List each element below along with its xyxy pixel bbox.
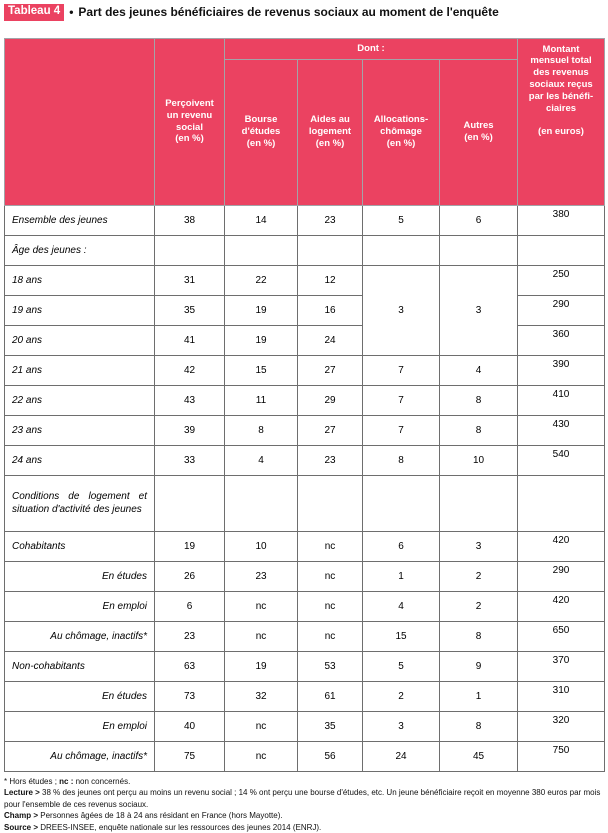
- value-cell: 53: [298, 651, 363, 681]
- row-cohabitants-etudes: [5, 561, 605, 591]
- value-cell: nc: [298, 531, 363, 561]
- value-cell: 73: [155, 681, 225, 711]
- value-cell: nc: [225, 741, 298, 771]
- row-label: Ensemble des jeunes: [5, 205, 155, 235]
- value-cell: 2: [440, 591, 518, 621]
- value-cell: 22: [225, 265, 298, 295]
- empty-cell: [518, 235, 605, 265]
- col-unit: (en %): [444, 132, 513, 144]
- row-label: En études: [5, 561, 155, 591]
- value-cell: 290: [518, 561, 605, 591]
- value-cell: 10: [440, 445, 518, 475]
- tableau-4: [4, 38, 605, 772]
- value-cell: 19: [225, 651, 298, 681]
- row-non-cohabitants-emploi: [5, 711, 605, 741]
- value-cell: 430: [518, 415, 605, 445]
- value-cell: 29: [298, 385, 363, 415]
- col-group-dont: Dont :: [225, 38, 518, 59]
- value-cell: 5: [363, 205, 440, 235]
- col-unit: (en %): [159, 133, 220, 145]
- value-cell: 4: [225, 445, 298, 475]
- value-cell: 5: [363, 651, 440, 681]
- value-cell: 3: [363, 711, 440, 741]
- value-cell: 75: [155, 741, 225, 771]
- col-label: Aides au logement: [302, 114, 358, 138]
- table-title: [4, 4, 605, 21]
- value-cell: 8: [440, 621, 518, 651]
- row-label: 20 ans: [5, 325, 155, 355]
- row-label: En emploi: [5, 591, 155, 621]
- col-header-allocations: [363, 59, 440, 205]
- table-header: [5, 38, 605, 205]
- row-label: Non-cohabitants: [5, 651, 155, 681]
- row-label: 18 ans: [5, 265, 155, 295]
- footnote-text: nc :: [59, 777, 73, 786]
- value-cell: 380: [518, 205, 605, 235]
- row-cohabitants-chomage: [5, 621, 605, 651]
- empty-cell: [440, 475, 518, 531]
- empty-cell: [440, 235, 518, 265]
- value-cell: 43: [155, 385, 225, 415]
- footnote-text: 38 % des jeunes ont perçu au moins un revenu social ; 14 % ont perçu une bourse d'études, etc. Un jeune bénéficiaire reçoit en moyenne 380 euros par mois pour l'ensemble de ces revenus sociaux.: [4, 788, 600, 809]
- col-header-percoivent: [155, 38, 225, 205]
- value-cell: 410: [518, 385, 605, 415]
- value-cell: 33: [155, 445, 225, 475]
- value-cell: 290: [518, 295, 605, 325]
- row-22-ans: [5, 385, 605, 415]
- section-label: Conditions de logement et situation d'activité des jeunes: [5, 475, 155, 531]
- table-number-badge: Tableau 4: [4, 4, 64, 21]
- empty-cell: [155, 235, 225, 265]
- col-unit: (en %): [302, 138, 358, 150]
- row-label: En emploi: [5, 711, 155, 741]
- footnote-text: non concernés.: [73, 777, 130, 786]
- col-unit: (en %): [367, 138, 435, 150]
- value-cell: 2: [363, 681, 440, 711]
- value-cell: 12: [298, 265, 363, 295]
- value-cell: 6: [440, 205, 518, 235]
- value-cell: 23: [298, 205, 363, 235]
- value-cell: 63: [155, 651, 225, 681]
- value-cell: 650: [518, 621, 605, 651]
- value-cell: 14: [225, 205, 298, 235]
- value-cell: 4: [363, 591, 440, 621]
- footnote-star: [4, 776, 605, 788]
- value-cell: 360: [518, 325, 605, 355]
- value-cell: 4: [440, 355, 518, 385]
- footnote-label: Lecture >: [4, 788, 40, 797]
- value-cell: 24: [298, 325, 363, 355]
- value-cell: nc: [298, 621, 363, 651]
- footnote-champ: [4, 810, 605, 822]
- value-cell: 41: [155, 325, 225, 355]
- value-cell: 27: [298, 355, 363, 385]
- footnote-text: DREES-INSEE, enquête nationale sur les ressources des jeunes 2014 (ENRJ).: [38, 823, 321, 832]
- row-24-ans: [5, 445, 605, 475]
- row-cohabitants-emploi: [5, 591, 605, 621]
- row-non-cohabitants-chomage: [5, 741, 605, 771]
- value-cell: 31: [155, 265, 225, 295]
- value-cell: 45: [440, 741, 518, 771]
- value-cell: 1: [363, 561, 440, 591]
- row-label: 24 ans: [5, 445, 155, 475]
- value-cell: 750: [518, 741, 605, 771]
- value-cell: 26: [155, 561, 225, 591]
- col-header-aides: [298, 59, 363, 205]
- col-label: Perçoivent un revenu social: [159, 98, 220, 134]
- value-cell: 42: [155, 355, 225, 385]
- value-cell: 24: [363, 741, 440, 771]
- value-cell: 8: [440, 385, 518, 415]
- section-label: Âge des jeunes :: [5, 235, 155, 265]
- footnote-label: Source >: [4, 823, 38, 832]
- value-cell-merged: 3: [440, 265, 518, 355]
- row-label: Au chômage, inactifs*: [5, 741, 155, 771]
- col-header-montant: [518, 38, 605, 205]
- value-cell: nc: [298, 561, 363, 591]
- value-cell: 40: [155, 711, 225, 741]
- corner-cell: [5, 38, 155, 205]
- row-23-ans: [5, 415, 605, 445]
- value-cell: 23: [225, 561, 298, 591]
- value-cell: 3: [440, 531, 518, 561]
- row-label: Au chômage, inactifs*: [5, 621, 155, 651]
- value-cell: 540: [518, 445, 605, 475]
- value-cell: 420: [518, 591, 605, 621]
- value-cell: 35: [298, 711, 363, 741]
- row-label: En études: [5, 681, 155, 711]
- empty-cell: [225, 235, 298, 265]
- value-cell: 9: [440, 651, 518, 681]
- value-cell: 15: [363, 621, 440, 651]
- value-cell: 19: [225, 325, 298, 355]
- value-cell: 1: [440, 681, 518, 711]
- empty-cell: [298, 235, 363, 265]
- row-section-age: [5, 235, 605, 265]
- empty-cell: [155, 475, 225, 531]
- value-cell: 8: [363, 445, 440, 475]
- footnote-label: Champ >: [4, 811, 38, 820]
- value-cell: 35: [155, 295, 225, 325]
- empty-cell: [518, 475, 605, 531]
- row-cohabitants: [5, 531, 605, 561]
- value-cell: 56: [298, 741, 363, 771]
- col-label: Bourse d'études: [229, 114, 293, 138]
- value-cell: 15: [225, 355, 298, 385]
- value-cell: 6: [363, 531, 440, 561]
- footnote-text: * Hors études ;: [4, 777, 59, 786]
- footnotes: [4, 776, 605, 833]
- row-section-conditions: [5, 475, 605, 531]
- row-label: 22 ans: [5, 385, 155, 415]
- value-cell: nc: [225, 621, 298, 651]
- value-cell: 370: [518, 651, 605, 681]
- value-cell: 23: [155, 621, 225, 651]
- value-cell: 6: [155, 591, 225, 621]
- value-cell: 8: [440, 711, 518, 741]
- value-cell: 23: [298, 445, 363, 475]
- empty-cell: [363, 235, 440, 265]
- value-cell: 11: [225, 385, 298, 415]
- col-header-autres: [440, 59, 518, 205]
- row-non-cohabitants: [5, 651, 605, 681]
- value-cell: 61: [298, 681, 363, 711]
- page-title: Part des jeunes bénéficiaires de revenus sociaux au moment de l'enquête: [78, 5, 498, 19]
- title-bullet: •: [69, 5, 73, 19]
- row-label: 19 ans: [5, 295, 155, 325]
- value-cell: 320: [518, 711, 605, 741]
- col-unit: (en %): [229, 138, 293, 150]
- row-ensemble: [5, 205, 605, 235]
- row-21-ans: [5, 355, 605, 385]
- col-header-bourse: [225, 59, 298, 205]
- col-unit: (en euros): [522, 126, 600, 138]
- row-label: Cohabitants: [5, 531, 155, 561]
- value-cell: 32: [225, 681, 298, 711]
- footnote-source: [4, 822, 605, 833]
- empty-cell: [225, 475, 298, 531]
- value-cell-merged: 3: [363, 265, 440, 355]
- value-cell: 19: [225, 295, 298, 325]
- value-cell: 8: [225, 415, 298, 445]
- empty-cell: [298, 475, 363, 531]
- header-row-group: [5, 38, 605, 59]
- empty-cell: [363, 475, 440, 531]
- col-label: Allocations-chômage: [367, 114, 435, 138]
- row-label: 23 ans: [5, 415, 155, 445]
- value-cell: 38: [155, 205, 225, 235]
- value-cell: 19: [155, 531, 225, 561]
- value-cell: 39: [155, 415, 225, 445]
- value-cell: nc: [298, 591, 363, 621]
- col-label: Montant mensuel total des revenus sociaux reçus par les bénéfi-ciaires: [522, 44, 600, 115]
- row-non-cohabitants-etudes: [5, 681, 605, 711]
- value-cell: 7: [363, 355, 440, 385]
- value-cell: 8: [440, 415, 518, 445]
- value-cell: 7: [363, 415, 440, 445]
- value-cell: 420: [518, 531, 605, 561]
- footnote-text: Personnes âgées de 18 à 24 ans résidant en France (hors Mayotte).: [38, 811, 283, 820]
- value-cell: nc: [225, 711, 298, 741]
- row-18-ans: [5, 265, 605, 295]
- table-body: [5, 205, 605, 771]
- col-label: Autres: [444, 120, 513, 132]
- value-cell: 10: [225, 531, 298, 561]
- value-cell: nc: [225, 591, 298, 621]
- value-cell: 250: [518, 265, 605, 295]
- value-cell: 310: [518, 681, 605, 711]
- row-label: 21 ans: [5, 355, 155, 385]
- value-cell: 7: [363, 385, 440, 415]
- value-cell: 27: [298, 415, 363, 445]
- value-cell: 16: [298, 295, 363, 325]
- value-cell: 2: [440, 561, 518, 591]
- footnote-lecture: [4, 787, 605, 810]
- value-cell: 390: [518, 355, 605, 385]
